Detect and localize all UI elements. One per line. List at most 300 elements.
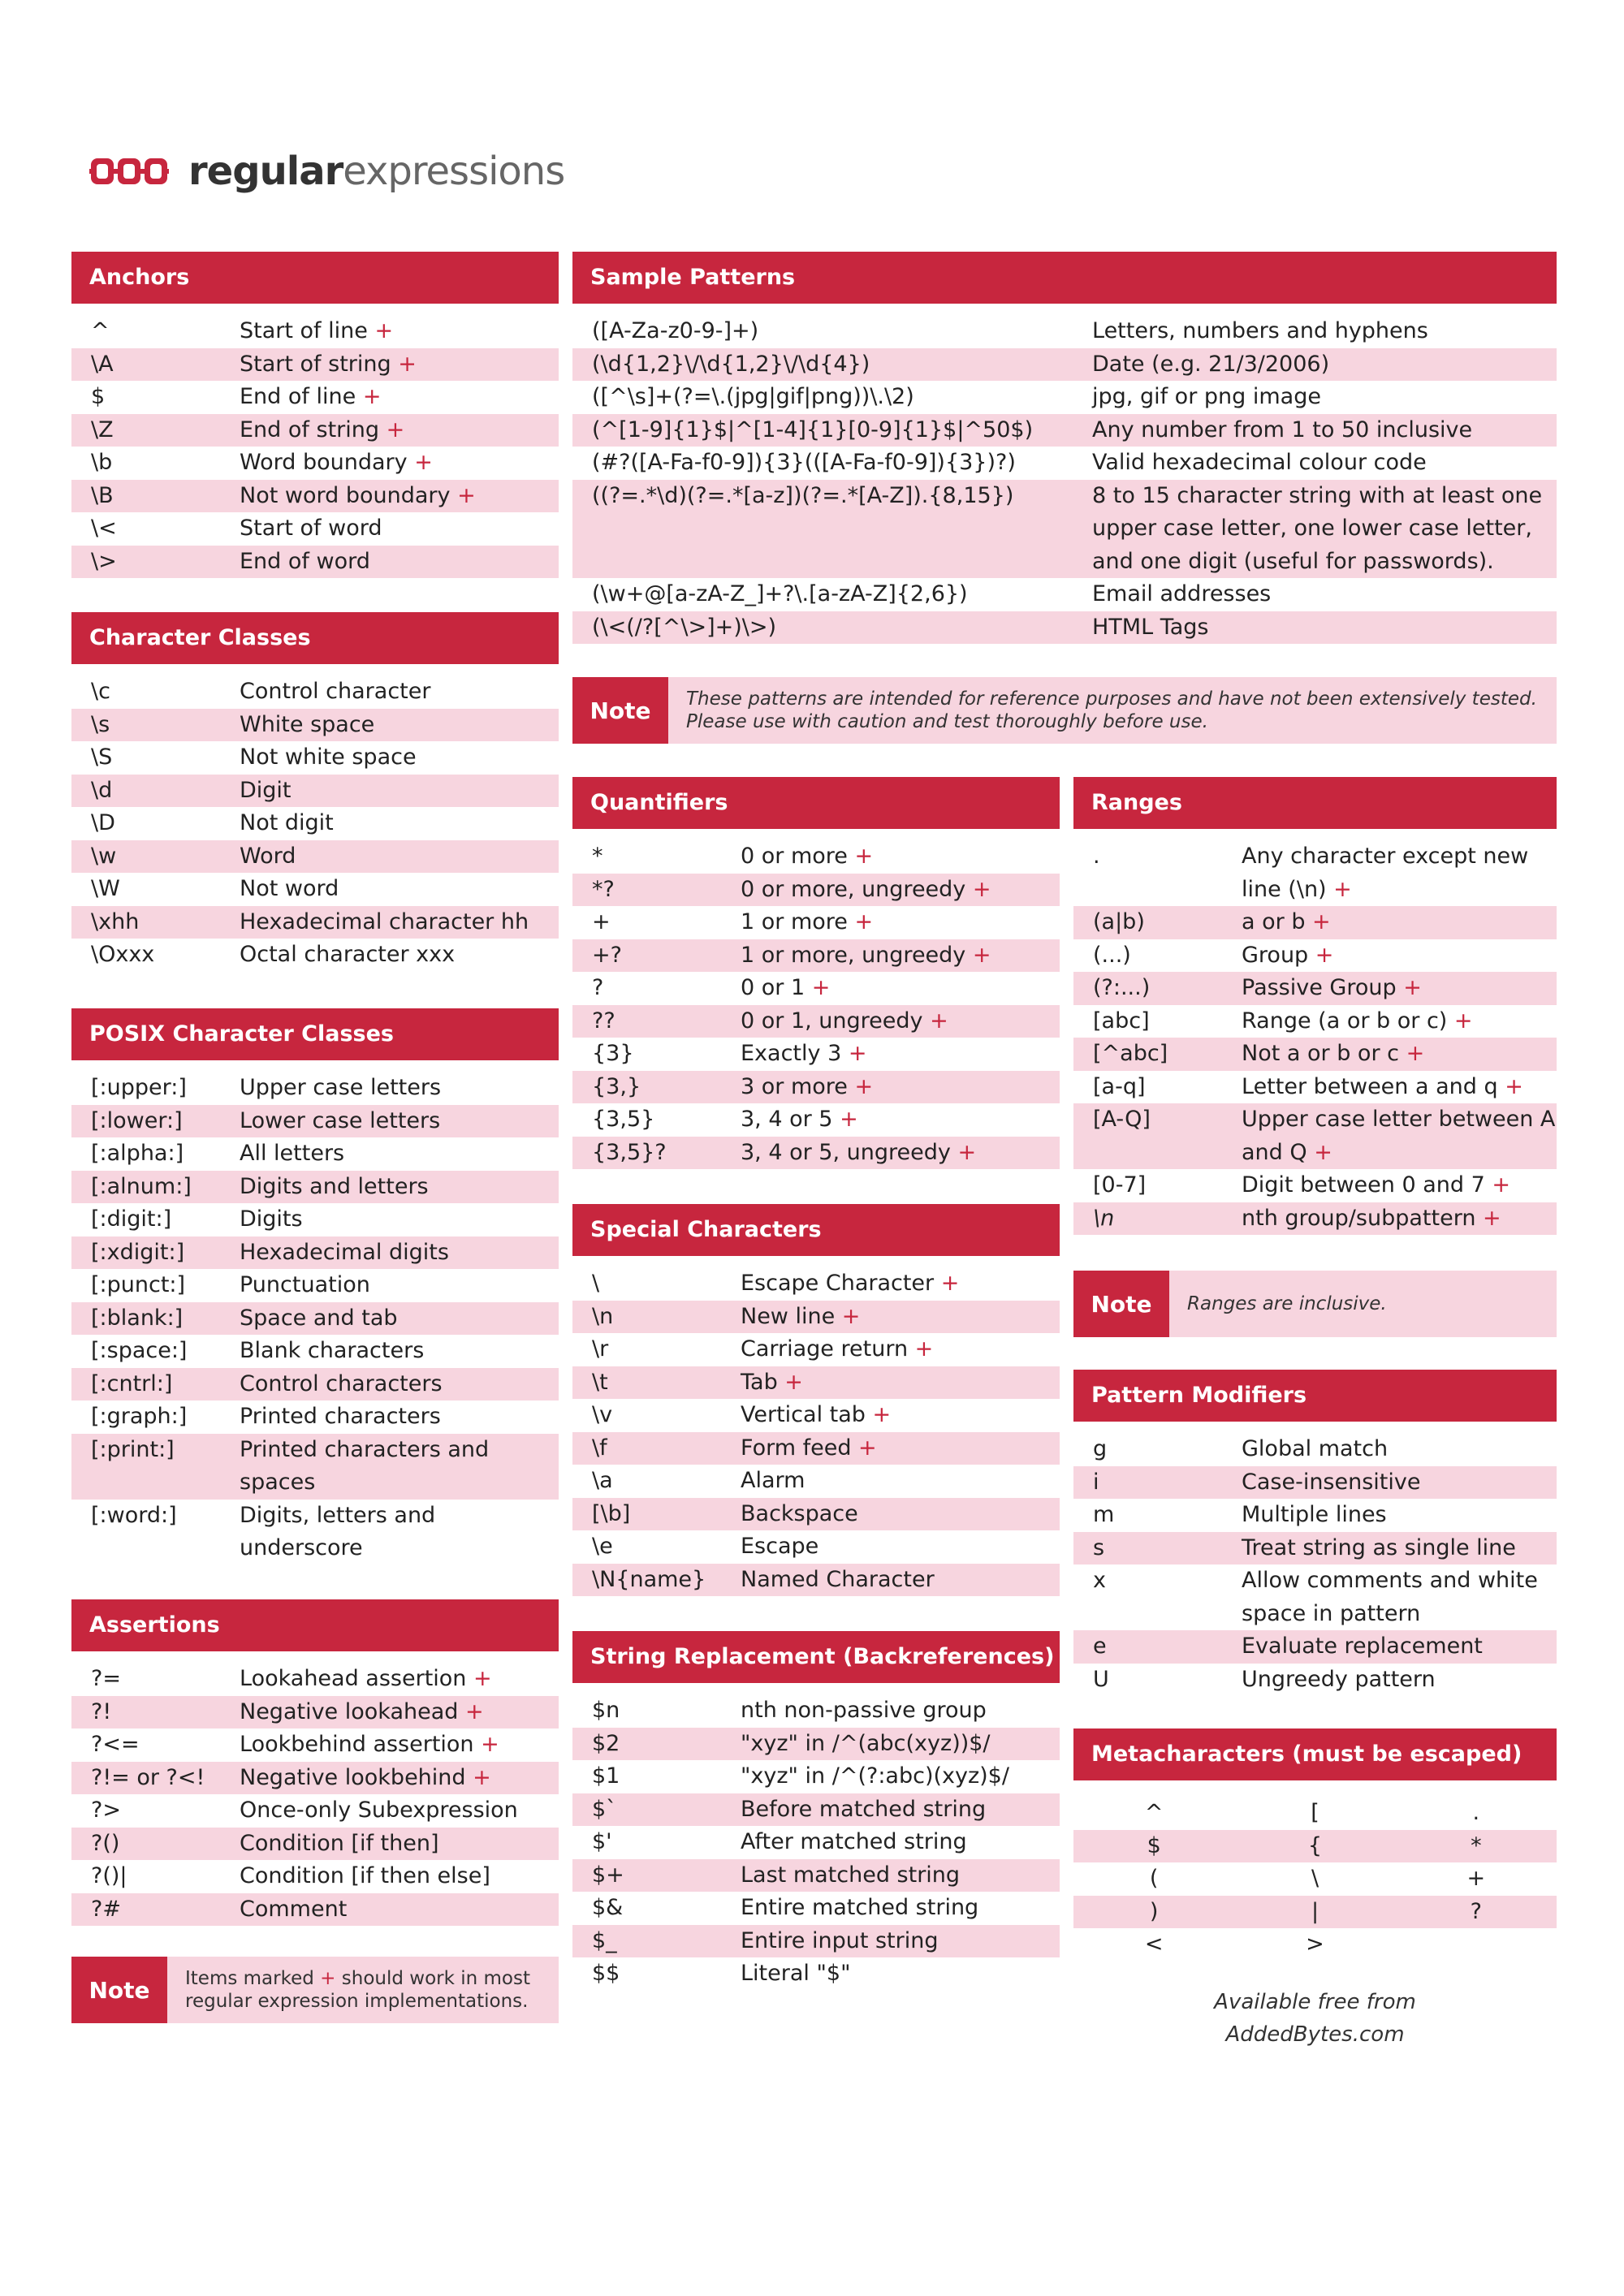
row-key: $& [592,1895,624,1920]
row-key: (a|b) [1093,909,1145,934]
table-row [71,1663,559,1696]
row-value: 8 to 15 character string with at least one upper case letter, one lower case letter, and one digit (useful for passwords). [1092,482,1543,574]
row-key: $+ [592,1862,624,1888]
row-key: \c [91,679,110,704]
table-row [71,315,559,348]
table-row [1073,1564,1557,1630]
row-value: Upper case letters [240,1075,442,1100]
table-row [572,1005,1060,1038]
row-value: Lookahead assertion + [240,1666,492,1691]
plus-marker: + [847,844,874,869]
table-row [572,1694,1060,1728]
metachar-row [1073,1862,1557,1896]
table-row [71,840,559,874]
table-row [572,1957,1060,1991]
row-value: Multiple lines [1242,1502,1387,1527]
table-row [572,315,1557,348]
row-key: \N{name} [592,1566,706,1592]
row-value: Entire matched string [741,1895,979,1920]
table-row [572,1793,1060,1827]
row-value: 3, 4 or 5, ungreedy + [741,1139,977,1165]
metachar: $ [1147,1832,1161,1858]
table-row [71,709,559,742]
row-value: Start of word [240,516,382,541]
row-key: . [1093,844,1100,869]
row-value: Exactly 3 + [741,1041,867,1066]
row-key: \r [592,1336,609,1362]
row-value: 3, 4 or 5 + [741,1107,858,1132]
table-row [71,1302,559,1336]
metachar-row [1073,1830,1557,1863]
plus-marker: + [847,909,874,934]
row-key: \s [91,711,110,737]
plus-marker: + [465,1764,491,1790]
table-row [572,578,1557,611]
table-row [71,675,559,709]
table-row [71,480,559,513]
plus-marker: + [1307,1139,1332,1165]
row-key: {3,5}? [592,1139,667,1165]
row-value: Letters, numbers and hyphens [1092,318,1428,343]
row-value: "xyz" in /^(?:abc)(xyz)$/ [741,1763,1009,1789]
table-row [572,381,1557,414]
table-row [1073,1664,1557,1697]
section-header: Quantifiers [572,777,1060,829]
plus-marker: + [367,318,394,343]
row-key: \W [91,876,120,901]
plus-marker: + [1396,975,1422,1000]
metachar: ^ [1144,1800,1164,1825]
plus-marker: + [1308,942,1334,968]
table-row [71,1794,559,1828]
row-value: Word boundary + [240,450,433,475]
row-key: \e [592,1534,613,1559]
row-value: Start of string + [240,351,417,377]
metachar-row [1073,1797,1557,1830]
row-value: Not white space [240,744,417,770]
table-row [71,1171,559,1204]
row-value: 1 or more + [741,909,874,934]
table-row [1073,1005,1557,1038]
row-value: Ungreedy pattern [1242,1666,1436,1692]
logo-text: regularexpressions [188,149,565,194]
row-key: $$ [592,1961,620,1986]
row-key: e [1093,1634,1107,1659]
row-key: x [1093,1568,1106,1593]
row-key: [:alnum:] [91,1173,192,1199]
table-row [572,840,1060,874]
row-key: [:lower:] [91,1107,183,1133]
note-plus [71,1957,559,2023]
row-value: Alarm [741,1468,806,1493]
metachar: . [1472,1800,1480,1825]
row-key: \> [91,548,117,574]
row-key: (\w+@[a-zA-Z_]+?\.[a-zA-Z]{2,6}) [592,581,968,606]
row-key: ?() [91,1830,120,1856]
table-row [71,1203,559,1236]
row-key: i [1093,1469,1099,1495]
metachar-row [1073,1928,1557,1962]
row-value: Condition [if then else] [240,1863,490,1888]
table-row [1073,1433,1557,1466]
row-value: nth non-passive group [741,1698,987,1723]
plus-marker: + [832,1107,858,1132]
table-row [1073,1630,1557,1664]
row-key: \t [592,1369,608,1395]
row-value: All letters [240,1141,345,1166]
row-key: \n [592,1303,614,1329]
row-value: Form feed + [741,1435,877,1461]
row-value: Last matched string [741,1862,961,1888]
pattern-modifiers-section [1073,1370,1557,1728]
plus-marker: + [1447,1008,1473,1034]
row-key: $ [91,384,106,409]
note-text: Items marked + should work in most regular expression implementations. [185,1968,530,2012]
row-value: Space and tab [240,1305,398,1331]
row-value: Letter between a and q + [1242,1073,1523,1099]
row-value: Not word [240,876,339,901]
row-value: Digit between 0 and 7 + [1242,1172,1510,1198]
row-key: {3,5} [592,1107,655,1132]
row-key: (#?([A-Fa-f0-9]){3}(([A-Fa-f0-9]){3})?) [592,450,1016,475]
table-row [1073,1499,1557,1532]
row-key: ?!= or ?<! [91,1764,205,1790]
row-key: ?<= [91,1732,140,1757]
metacharacters-section [1073,1728,1557,1962]
row-key: $1 [592,1763,620,1789]
ranges-section [1073,777,1557,1271]
row-value: a or b + [1242,909,1331,934]
row-value: HTML Tags [1092,614,1209,640]
logo-icon [89,147,169,196]
table-row [572,1366,1060,1400]
table-row [572,972,1060,1005]
row-value: End of string + [240,416,405,442]
quantifiers-section [572,777,1060,1204]
table-row [71,1860,559,1893]
plus-marker: + [847,1073,874,1099]
row-value: Case-insensitive [1242,1469,1421,1495]
row-value: 3 or more + [741,1073,874,1099]
row-value: Passive Group + [1242,975,1422,1000]
row-value: Octal character xxx [240,942,456,967]
row-key: s [1093,1534,1105,1560]
table-row [1073,840,1557,906]
table-row [1073,1038,1557,1071]
row-key: \d [91,777,113,803]
row-value: Upper case letter between A and Q + [1242,1107,1556,1165]
metachar: < [1144,1931,1164,1957]
row-key: [\b] [592,1500,631,1526]
note-label: Note [1073,1271,1169,1337]
note-label: Note [71,1957,167,2023]
table-row [71,1335,559,1368]
row-value: Word [240,843,296,869]
row-value: End of line + [240,384,382,409]
plus-marker: + [950,1139,977,1165]
row-value: Printed characters [240,1404,441,1429]
table-row [572,1925,1060,1958]
row-key: [:graph:] [91,1404,188,1429]
table-row [572,1892,1060,1925]
row-key: (...) [1093,942,1131,968]
row-value: Lookbehind assertion + [240,1732,499,1757]
section-header: Pattern Modifiers [1073,1370,1557,1422]
table-row [1073,1103,1557,1169]
row-key: ?= [91,1666,121,1691]
row-value: Range (a or b or c) + [1242,1008,1473,1034]
table-row [572,414,1557,447]
section-header: Anchors [71,252,559,304]
plus-marker: + [1497,1073,1523,1099]
row-value: Escape [741,1534,819,1559]
row-key: +? [592,942,622,968]
row-key: [:cntrl:] [91,1370,173,1396]
plus-marker: + [407,450,433,475]
anchors-section [71,252,559,612]
row-value: Entire input string [741,1927,939,1953]
table-row [71,1893,559,1927]
sample-patterns-section [572,252,1557,677]
row-value: Allow comments and white space in pattern [1242,1568,1538,1626]
row-value: nth group/subpattern + [1242,1205,1501,1231]
table-row [71,1728,559,1762]
row-key: [:blank:] [91,1305,184,1331]
table-row [572,1728,1060,1761]
table-row [572,874,1060,907]
table-row [1073,906,1557,939]
table-row [71,939,559,972]
row-key: [abc] [1093,1008,1150,1034]
section-header: Assertions [71,1599,559,1651]
metachar: ) [1149,1898,1159,1924]
row-key: m [1093,1502,1115,1527]
table-row [1073,972,1557,1005]
row-key: [:upper:] [91,1075,187,1100]
table-row [71,1137,559,1171]
assertions-section [71,1599,559,1957]
row-key: ([A-Za-z0-9-]+) [592,318,759,343]
table-row [71,1500,559,1565]
row-key: $` [592,1796,617,1822]
table-row [71,741,559,775]
row-key: [:xdigit:] [91,1239,185,1265]
table-row [1073,1169,1557,1202]
row-value: Escape Character + [741,1271,960,1296]
row-key: g [1093,1436,1108,1461]
metachar: > [1306,1931,1324,1957]
note-ranges [1073,1271,1557,1337]
plus-marker: + [965,942,991,968]
plus-marker: + [934,1271,960,1296]
row-value: Punctuation [240,1272,370,1297]
table-row [71,348,559,382]
plus-marker: + [356,384,382,409]
plus-marker: + [851,1435,877,1461]
row-value: Backspace [741,1500,858,1526]
row-key: [^abc] [1093,1041,1168,1066]
table-row [1073,1532,1557,1565]
metachar: | [1311,1898,1320,1924]
row-value: Any number from 1 to 50 inclusive [1092,416,1473,442]
plus-marker: + [965,876,991,902]
row-value: New line + [741,1303,861,1329]
row-value: 0 or more + [741,844,874,869]
row-key: [:digit:] [91,1206,172,1232]
row-key: \Oxxx [91,942,155,967]
row-key: (\<(/?[^\>]+)\>) [592,614,777,640]
row-key: ?! [91,1698,112,1724]
table-row [572,1038,1060,1071]
row-key: [:space:] [91,1338,188,1363]
section-header: Metacharacters (must be escaped) [1073,1728,1557,1780]
table-row [572,1530,1060,1564]
column-samples [572,252,1557,744]
plus-marker: + [865,1402,892,1427]
string-replacement-section [572,1631,1060,1991]
table-row [572,1103,1060,1137]
table-row [71,1400,559,1434]
row-value: Digit [240,777,292,803]
row-value: Condition [if then] [240,1830,439,1856]
table-row [572,1760,1060,1793]
table-row [1073,939,1557,973]
row-key: ?# [91,1896,121,1922]
row-value: Negative lookahead + [240,1698,484,1724]
row-value: Start of line + [240,318,394,343]
table-row [572,1267,1060,1301]
row-key: [A-Q] [1093,1107,1151,1132]
row-value: Not word boundary + [240,482,476,508]
column-left [71,252,559,2023]
section-header: Special Characters [572,1204,1060,1256]
table-row [572,1399,1060,1432]
row-value: Digits, letters and underscore [240,1502,436,1560]
row-key: $' [592,1829,612,1854]
table-row [71,546,559,579]
row-key: ? [592,975,604,1000]
row-value: 0 or 1, ungreedy + [741,1008,948,1034]
row-key: ((?=.*\d)(?=.*[a-z])(?=.*[A-Z]).{8,15}) [592,482,1014,508]
note-label: Note [572,677,668,744]
available-line2: AddedBytes.com [1225,2022,1405,2047]
plus-marker: + [1305,909,1331,934]
row-key: (\d{1,2}\/\d{1,2}\/\d{4}) [592,351,870,377]
plus-marker: + [908,1336,934,1362]
table-row [1073,1202,1557,1236]
column-right [1073,777,1557,1962]
row-key: {3,} [592,1073,641,1099]
row-key: (^[1-9]{1}$|^[1-4]{1}[0-9]{1}$|^50$) [592,416,1034,442]
row-value: 0 or 1 + [741,975,831,1000]
metachar-row [1073,1896,1557,1929]
row-key: \Z [91,416,114,442]
plus-marker: + [835,1303,861,1329]
row-value: "xyz" in /^(abc(xyz))$/ [741,1730,991,1756]
table-row [572,906,1060,939]
row-value: Global match [1242,1436,1389,1461]
row-value: Digits [240,1206,303,1232]
row-value: Email addresses [1092,581,1272,606]
row-key: [:alpha:] [91,1141,184,1166]
table-row [71,1828,559,1861]
row-key: \D [91,810,115,835]
special-characters-section [572,1204,1060,1631]
row-value: After matched string [741,1829,967,1854]
row-value: Vertical tab + [741,1402,892,1427]
section-header: Ranges [1073,777,1557,829]
section-header: String Replacement (Backreferences) [572,1631,1060,1683]
metachar: ? [1470,1898,1482,1924]
table-row [572,1465,1060,1498]
table-row [71,807,559,840]
table-row [572,611,1557,645]
row-key: [:word:] [91,1502,177,1528]
table-row [572,939,1060,973]
table-row [572,1333,1060,1366]
table-row [572,1301,1060,1334]
table-row [71,1236,559,1270]
row-key: \< [91,516,117,541]
row-value: Tab + [741,1369,803,1395]
row-value: jpg, gif or png image [1092,384,1321,409]
row-key: * [592,844,603,869]
section-header: Character Classes [71,612,559,664]
table-row [572,348,1557,382]
row-key: \xhh [91,908,140,934]
table-row [572,447,1557,480]
table-row [572,1826,1060,1859]
row-key: $n [592,1698,620,1723]
plus-marker: + [1475,1205,1501,1231]
plus-marker: + [1484,1172,1510,1198]
table-row [71,775,559,808]
row-key: \B [91,482,114,508]
row-key: \v [592,1402,613,1427]
table-row [71,447,559,480]
row-key: [:print:] [91,1436,175,1462]
table-row [572,480,1557,579]
row-value: 0 or more, ungreedy + [741,876,991,902]
row-value: Treat string as single line [1242,1534,1516,1560]
table-row [71,1105,559,1138]
metachar: ( [1149,1866,1159,1891]
row-value: Before matched string [741,1796,987,1822]
plus-marker: + [450,482,476,508]
row-value: End of word [240,548,370,574]
row-key: ?? [592,1008,615,1034]
row-key: *? [592,876,615,902]
row-value: Any character except new line (\n) + [1242,844,1529,902]
table-row [71,1072,559,1105]
table-row [71,873,559,906]
row-value: Date (e.g. 21/3/2006) [1092,351,1330,377]
row-value: Printed characters and spaces [240,1436,490,1495]
plus-marker: + [777,1369,803,1395]
row-value: Negative lookbehind + [240,1764,491,1790]
plus-marker: + [466,1666,492,1691]
row-key: + [592,909,611,934]
section-header: POSIX Character Classes [71,1008,559,1060]
row-value: White space [240,711,375,737]
table-row [71,1434,559,1500]
row-key: \S [91,744,113,770]
row-key: ^ [91,318,110,343]
plus-marker: + [922,1008,948,1034]
table-row [572,1432,1060,1465]
available-line1: Available free from [1214,1990,1416,2014]
row-value: Control character [240,679,431,704]
